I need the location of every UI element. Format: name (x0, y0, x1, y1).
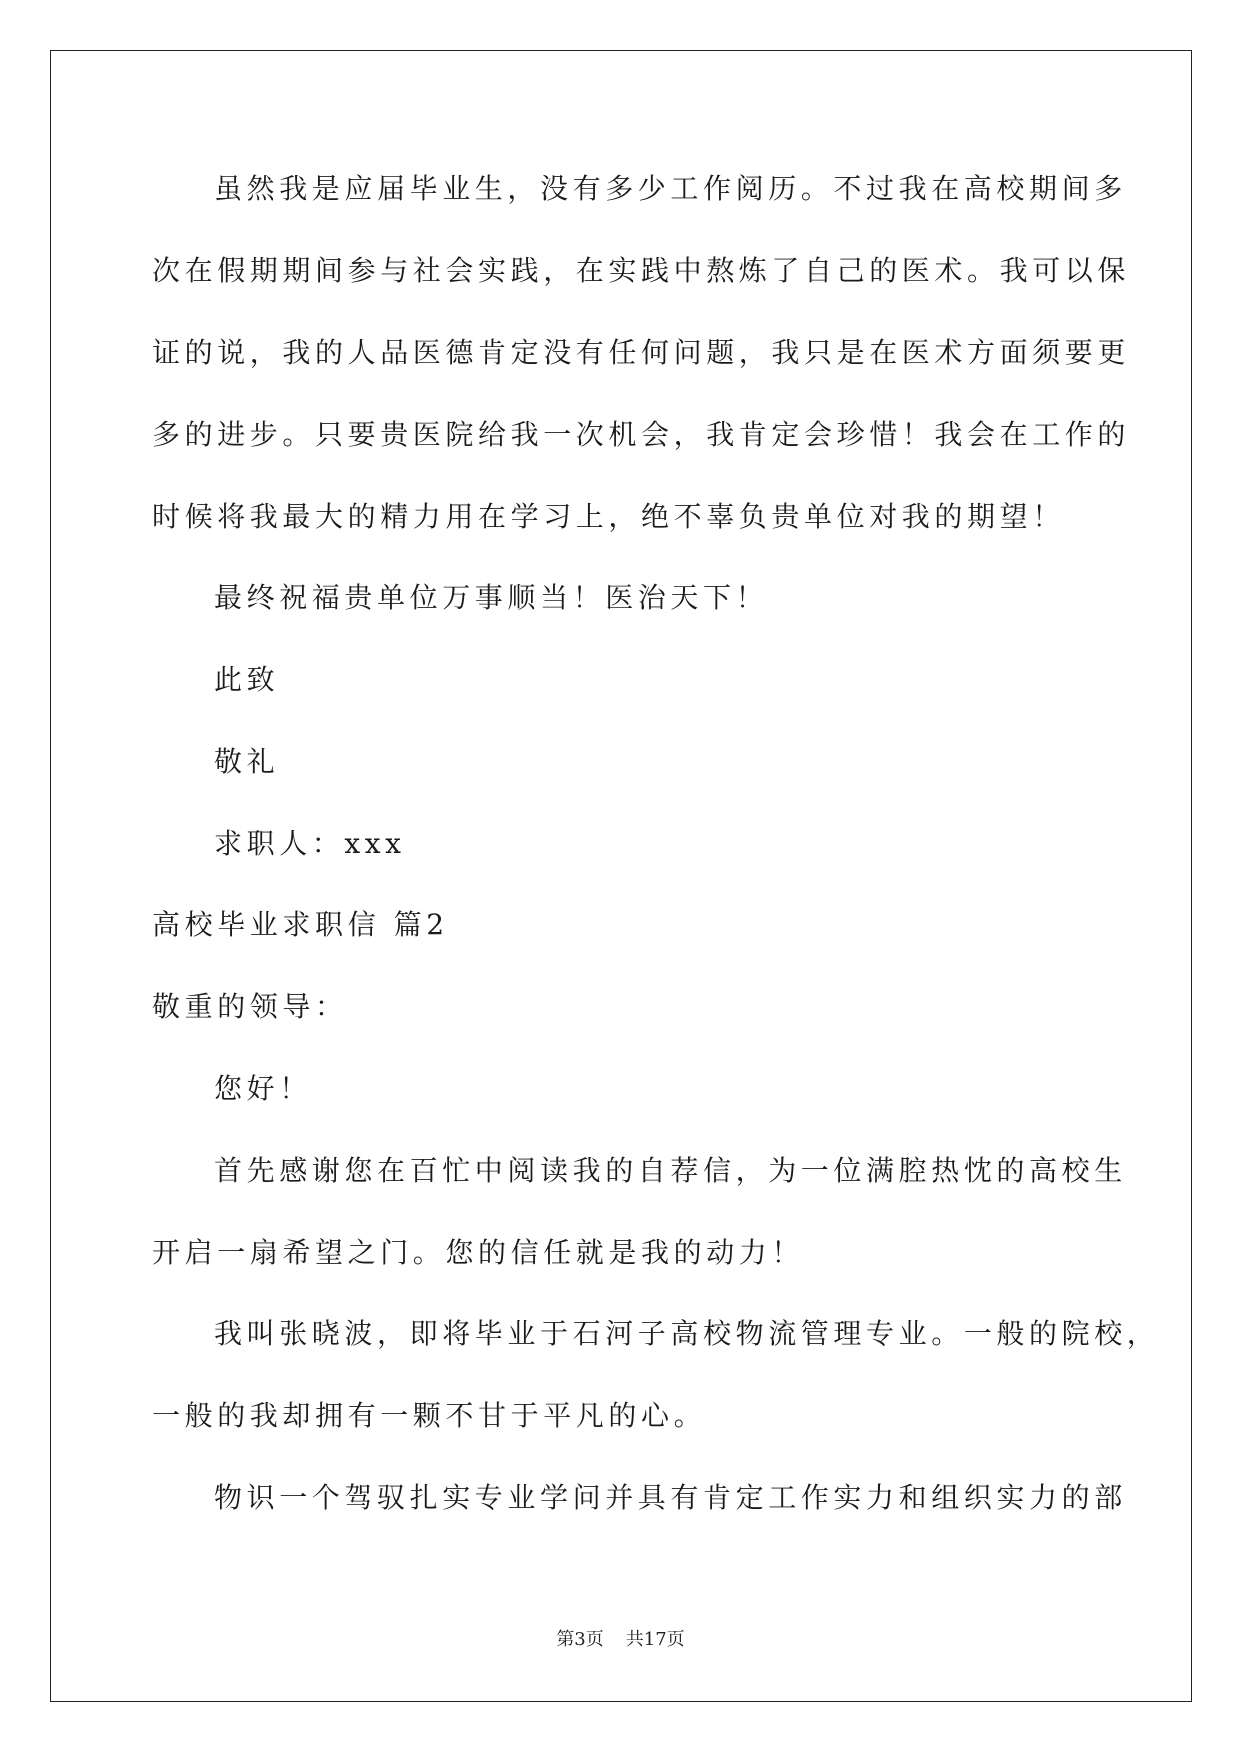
paragraph-line: 首先感谢您在百忙中阅读我的自荐信，为一位满腔热忱的高校生 (214, 1154, 1127, 1187)
paragraph-line: 我叫张晓波，即将毕业于石河子高校物流管理专业。一般的院校， (214, 1317, 1160, 1350)
closing-wish: 最终祝福贵单位万事顺当！医治天下！ (214, 581, 769, 614)
signature-line: 求职人：xxx (214, 827, 406, 860)
paragraph-line: 多的进步。只要贵医院给我一次机会，我肯定会珍惜！我会在工作的 (152, 418, 1131, 451)
page-border (50, 50, 1192, 1702)
page-total: 共17页 (625, 1629, 685, 1650)
greeting-recipient: 敬重的领导： (152, 990, 348, 1023)
paragraph-line: 虽然我是应届毕业生，没有多少工作阅历。不过我在高校期间多 (214, 172, 1127, 205)
paragraph-line: 开启一扇希望之门。您的信任就是我的动力！ (152, 1236, 805, 1269)
paragraph-line: 时候将我最大的精力用在学习上，绝不辜负贵单位对我的期望！ (152, 500, 1065, 533)
page-footer (0, 1628, 1241, 1652)
paragraph-line: 证的说，我的人品医德肯定没有任何问题，我只是在医术方面须要更 (152, 336, 1131, 369)
paragraph-line: 次在假期期间参与社会实践，在实践中熬炼了自己的医术。我可以保 (152, 254, 1131, 287)
section-title: 高校毕业求职信 篇2 (152, 908, 449, 941)
salutation-jingli: 敬礼 (214, 745, 280, 778)
paragraph-line: 一般的我却拥有一颗不甘于平凡的心。 (152, 1399, 707, 1432)
salutation-cizhi: 此致 (214, 663, 280, 696)
greeting-hello: 您好！ (214, 1072, 312, 1105)
paragraph-line: 物识一个驾驭扎实专业学问并具有肯定工作实力和组织实力的部 (214, 1481, 1127, 1514)
page-number: 第3页 (556, 1629, 604, 1650)
